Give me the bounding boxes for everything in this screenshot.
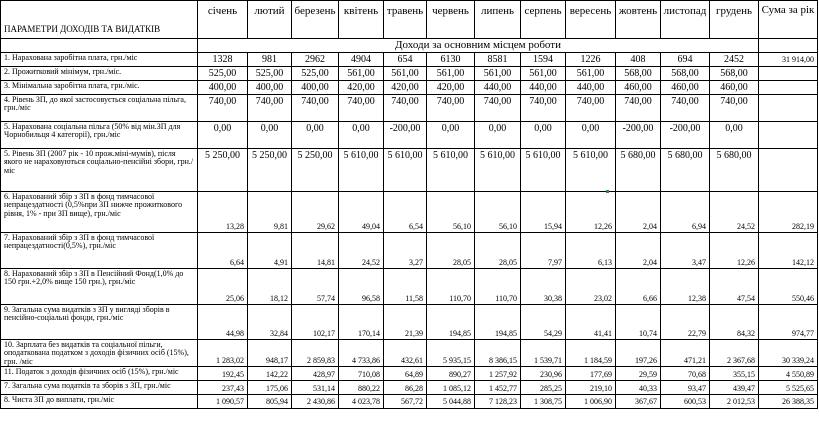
table-row — [1, 233, 818, 269]
value-cell[interactable]: 2 012,53 — [710, 395, 759, 408]
value-cell[interactable]: 5 680,00 — [616, 149, 661, 192]
table-row — [1, 53, 818, 67]
value-cell[interactable]: 28,05 — [475, 233, 521, 269]
month-header-cell[interactable]: жовтень — [616, 1, 661, 39]
value-cell[interactable]: 32,84 — [248, 305, 292, 340]
row-label-cell[interactable]: 6. Нарахований збір з ЗП в фонд тимчасової непрацездатності (0,5%при ЗП нижче прожиткового рівня, 1% - при ЗП вище), грн./міс — [1, 192, 198, 233]
value-cell[interactable]: 561,00 — [521, 67, 566, 81]
value-cell[interactable]: 740,00 — [292, 95, 339, 122]
value-cell[interactable]: 0,00 — [248, 122, 292, 149]
month-header-cell[interactable]: січень — [198, 1, 248, 39]
value-cell[interactable]: 5 610,00 — [566, 149, 616, 192]
value-cell[interactable]: 0,00 — [475, 122, 521, 149]
row-sum-cell[interactable]: 142,12 — [759, 233, 818, 269]
value-cell[interactable]: 525,00 — [198, 67, 248, 81]
row-sum-cell[interactable]: 31 914,00 — [759, 53, 818, 67]
value-cell[interactable]: 400,00 — [248, 81, 292, 95]
value-cell[interactable]: 194,85 — [475, 305, 521, 340]
value-cell[interactable]: 428,97 — [292, 367, 339, 381]
table-row — [1, 149, 818, 192]
value-cell[interactable]: 981 — [248, 53, 292, 67]
value-cell[interactable]: 460,00 — [661, 81, 710, 95]
month-header-cell[interactable]: вересень — [566, 1, 616, 39]
value-cell[interactable]: 0,00 — [427, 122, 475, 149]
value-cell[interactable]: 2962 — [292, 53, 339, 67]
month-header-cell[interactable]: квітень — [339, 1, 384, 39]
value-cell[interactable]: 400,00 — [292, 81, 339, 95]
row-sum-cell[interactable] — [759, 81, 818, 95]
value-cell[interactable]: 24,52 — [339, 233, 384, 269]
value-cell[interactable]: 86,28 — [384, 381, 427, 395]
value-cell[interactable]: 740,00 — [475, 95, 521, 122]
value-cell[interactable]: 18,12 — [248, 269, 292, 305]
month-header-cell[interactable]: червень — [427, 1, 475, 39]
value-cell[interactable]: 432,61 — [384, 340, 427, 367]
row-label-cell[interactable]: 8. Нарахований збір з ЗП в Пенсійний Фонд(1,0% до 150 грн.+2,0% вище 150 грн.), грн./міс — [1, 269, 198, 305]
section-row — [1, 39, 818, 53]
value-cell[interactable]: 420,00 — [384, 81, 427, 95]
table-row — [1, 95, 818, 122]
value-cell[interactable]: 6,64 — [198, 233, 248, 269]
value-cell[interactable]: 1 452,77 — [475, 381, 521, 395]
value-cell[interactable]: 4904 — [339, 53, 384, 67]
value-cell[interactable]: 285,25 — [521, 381, 566, 395]
row-label-cell[interactable]: 5. Рівень ЗП (2007 рік - 10 прож.міні-мумів), після якого не нараховуються соціально-пенсійні збори, грн./міс — [1, 149, 198, 192]
value-cell[interactable]: 8 386,15 — [475, 340, 521, 367]
value-cell[interactable]: 5 935,15 — [427, 340, 475, 367]
value-cell[interactable]: 5 250,00 — [292, 149, 339, 192]
section-blank-cell[interactable] — [1, 39, 198, 53]
value-cell[interactable]: 230,96 — [521, 367, 566, 381]
value-cell[interactable]: 4 023,78 — [339, 395, 384, 408]
value-cell[interactable]: 0,00 — [292, 122, 339, 149]
row-label-cell[interactable]: 7. Нарахований збір з ЗП в фонд тимчасової непрацездатності(0,5%), грн./міс — [1, 233, 198, 269]
sum-header-cell[interactable]: Сума за рік — [759, 1, 818, 39]
row-sum-cell[interactable] — [759, 67, 818, 81]
value-cell[interactable]: 5 250,00 — [248, 149, 292, 192]
value-cell[interactable]: 41,41 — [566, 305, 616, 340]
value-cell[interactable]: 525,00 — [248, 67, 292, 81]
value-cell[interactable]: 194,85 — [427, 305, 475, 340]
value-cell[interactable]: 44,98 — [198, 305, 248, 340]
value-cell[interactable]: -200,00 — [661, 122, 710, 149]
value-cell[interactable]: 3,27 — [384, 233, 427, 269]
row-sum-cell[interactable]: 282,19 — [759, 192, 818, 233]
value-cell[interactable]: 0,00 — [339, 122, 384, 149]
row-sum-cell[interactable]: 26 388,35 — [759, 395, 818, 408]
row-label-cell[interactable]: 5. Нарахована соціальна пільга (50% від мін.ЗП для Чорнобильця 4 категорії), грн./міс — [1, 122, 198, 149]
value-cell[interactable]: 1 539,71 — [521, 340, 566, 367]
value-cell[interactable]: 531,14 — [292, 381, 339, 395]
value-cell[interactable]: 0,00 — [521, 122, 566, 149]
value-cell[interactable]: 5 044,88 — [427, 395, 475, 408]
month-header-cell[interactable]: серпень — [521, 1, 566, 39]
value-cell[interactable]: 567,72 — [384, 395, 427, 408]
value-cell[interactable]: 6,13 — [566, 233, 616, 269]
value-cell[interactable]: 23,02 — [566, 269, 616, 305]
value-cell[interactable]: 40,33 — [616, 381, 661, 395]
month-header-cell[interactable]: травень — [384, 1, 427, 39]
value-cell[interactable]: 177,69 — [566, 367, 616, 381]
header-label-cell[interactable]: ПАРАМЕТРИ ДОХОДІВ ТА ВИДАТКІВ — [1, 1, 198, 39]
value-cell[interactable]: 175,06 — [248, 381, 292, 395]
row-label-cell[interactable]: 10. Зарплата без видатків та соціальної пільги, оподаткована податком з доходів фізичних осіб (15%), грн. /міс — [1, 340, 198, 367]
value-cell[interactable]: 219,10 — [566, 381, 616, 395]
row-sum-cell[interactable] — [759, 122, 818, 149]
value-cell[interactable]: 56,10 — [427, 192, 475, 233]
value-cell[interactable]: 420,00 — [427, 81, 475, 95]
value-cell[interactable]: 5 610,00 — [339, 149, 384, 192]
section-title-cell[interactable]: Доходи за основним місцем роботи — [198, 39, 759, 53]
value-cell[interactable]: 694 — [661, 53, 710, 67]
section-sum-blank-cell[interactable] — [759, 39, 818, 53]
value-cell[interactable]: 110,70 — [427, 269, 475, 305]
row-sum-cell[interactable]: 30 339,24 — [759, 340, 818, 367]
value-cell[interactable]: 2,04 — [616, 233, 661, 269]
value-cell[interactable]: 30,38 — [521, 269, 566, 305]
row-label-cell[interactable]: 1. Нарахована заробітна плата, грн./міс — [1, 53, 198, 67]
value-cell[interactable]: 0,00 — [198, 122, 248, 149]
row-label-cell[interactable]: 7. Загальна сума податків та зборів з ЗП, грн./міс — [1, 381, 198, 395]
value-cell[interactable]: 2452 — [710, 53, 759, 67]
value-cell[interactable]: 1594 — [521, 53, 566, 67]
value-cell[interactable]: 22,79 — [661, 305, 710, 340]
value-cell[interactable]: 740,00 — [339, 95, 384, 122]
row-sum-cell[interactable]: 5 525,65 — [759, 381, 818, 395]
value-cell[interactable]: 568,00 — [661, 67, 710, 81]
value-cell[interactable]: 740,00 — [566, 95, 616, 122]
value-cell[interactable]: 1 308,75 — [521, 395, 566, 408]
table-row — [1, 305, 818, 340]
value-cell[interactable]: 654 — [384, 53, 427, 67]
value-cell[interactable]: 6,54 — [384, 192, 427, 233]
value-cell[interactable]: 439,47 — [710, 381, 759, 395]
value-cell[interactable]: 1226 — [566, 53, 616, 67]
value-cell[interactable]: 1 090,57 — [198, 395, 248, 408]
value-cell[interactable]: 5 680,00 — [710, 149, 759, 192]
header-row — [1, 1, 818, 39]
value-cell[interactable]: 2 859,83 — [292, 340, 339, 367]
value-cell[interactable]: 84,32 — [710, 305, 759, 340]
value-cell[interactable]: 49,04 — [339, 192, 384, 233]
value-cell[interactable]: 805,94 — [248, 395, 292, 408]
value-cell[interactable]: 740,00 — [248, 95, 292, 122]
value-cell[interactable]: 1 184,59 — [566, 340, 616, 367]
row-label-cell[interactable]: 9. Загальна сума видатків з ЗП у вигляді зборів в пенсійно-соціальні фонди, грн./міс — [1, 305, 198, 340]
row-sum-cell[interactable]: 974,77 — [759, 305, 818, 340]
month-header-cell[interactable]: березень — [292, 1, 339, 39]
value-cell[interactable]: 5 250,00 — [198, 149, 248, 192]
value-cell[interactable]: 525,00 — [292, 67, 339, 81]
row-label-cell[interactable]: 8. Чиста ЗП до виплати, грн./міс — [1, 395, 198, 408]
table-row — [1, 122, 818, 149]
value-cell[interactable]: 440,00 — [566, 81, 616, 95]
table-row — [1, 192, 818, 233]
value-cell[interactable]: 600,53 — [661, 395, 710, 408]
row-label-cell[interactable]: 11. Податок з доходів фізичних осіб (15%), грн./міс — [1, 367, 198, 381]
month-header-cell[interactable]: липень — [475, 1, 521, 39]
value-cell[interactable]: 5 610,00 — [475, 149, 521, 192]
value-cell[interactable]: 93,47 — [661, 381, 710, 395]
value-cell[interactable]: 12,26 — [710, 233, 759, 269]
table-row — [1, 381, 818, 395]
value-cell[interactable]: 64,89 — [384, 367, 427, 381]
row-label-cell[interactable]: 3. Мінімальна заробітна плата, грн./міс. — [1, 81, 198, 95]
value-cell[interactable]: 12,38 — [661, 269, 710, 305]
value-cell[interactable]: 7,97 — [521, 233, 566, 269]
month-header-cell[interactable]: листопад — [661, 1, 710, 39]
value-cell[interactable]: 2 367,68 — [710, 340, 759, 367]
value-cell[interactable]: 25,06 — [198, 269, 248, 305]
value-cell[interactable]: 1 283,02 — [198, 340, 248, 367]
value-cell[interactable]: 11,58 — [384, 269, 427, 305]
value-cell[interactable]: 57,74 — [292, 269, 339, 305]
value-cell[interactable]: 561,00 — [566, 67, 616, 81]
value-cell[interactable]: 740,00 — [616, 95, 661, 122]
value-cell[interactable]: 460,00 — [616, 81, 661, 95]
value-cell[interactable]: 110,70 — [475, 269, 521, 305]
value-cell[interactable]: 440,00 — [475, 81, 521, 95]
table-row — [1, 269, 818, 305]
row-label-cell[interactable]: 2. Прожитковий мінімум, грн./міс. — [1, 67, 198, 81]
month-header-cell[interactable]: лютий — [248, 1, 292, 39]
value-cell[interactable]: 740,00 — [427, 95, 475, 122]
value-cell[interactable]: 28,05 — [427, 233, 475, 269]
value-cell[interactable]: 2 430,86 — [292, 395, 339, 408]
value-cell[interactable]: 6,66 — [616, 269, 661, 305]
value-cell[interactable]: 561,00 — [427, 67, 475, 81]
value-cell[interactable]: 7 128,23 — [475, 395, 521, 408]
value-cell[interactable]: 237,43 — [198, 381, 248, 395]
value-cell[interactable]: 6,94 — [661, 192, 710, 233]
value-cell[interactable]: 102,17 — [292, 305, 339, 340]
value-cell[interactable]: 56,10 — [475, 192, 521, 233]
row-sum-cell[interactable]: 4 550,89 — [759, 367, 818, 381]
table-row — [1, 81, 818, 95]
value-cell[interactable]: 740,00 — [661, 95, 710, 122]
value-cell[interactable]: 47,54 — [710, 269, 759, 305]
value-cell[interactable]: 471,21 — [661, 340, 710, 367]
value-cell[interactable]: 15,94 — [521, 192, 566, 233]
value-cell[interactable]: 568,00 — [710, 67, 759, 81]
table-row — [1, 67, 818, 81]
value-cell[interactable]: 96,58 — [339, 269, 384, 305]
row-label-cell[interactable]: 4. Рівень ЗП, до якої застосовується соціальна пільга, грн./міс — [1, 95, 198, 122]
value-cell[interactable]: 740,00 — [198, 95, 248, 122]
value-cell[interactable]: 561,00 — [384, 67, 427, 81]
value-cell[interactable]: 740,00 — [521, 95, 566, 122]
row-sum-cell[interactable] — [759, 95, 818, 122]
value-cell[interactable]: 948,17 — [248, 340, 292, 367]
table-row — [1, 367, 818, 381]
table-row — [1, 340, 818, 367]
value-cell[interactable]: 740,00 — [384, 95, 427, 122]
value-cell[interactable]: 5 610,00 — [521, 149, 566, 192]
value-cell[interactable]: -200,00 — [616, 122, 661, 149]
value-cell[interactable]: 10,74 — [616, 305, 661, 340]
value-cell[interactable]: 1 085,12 — [427, 381, 475, 395]
value-cell[interactable]: 1 257,92 — [475, 367, 521, 381]
row-sum-cell[interactable]: 550,46 — [759, 269, 818, 305]
value-cell[interactable]: 561,00 — [339, 67, 384, 81]
value-cell[interactable]: 5 680,00 — [661, 149, 710, 192]
value-cell[interactable]: 70,68 — [661, 367, 710, 381]
value-cell[interactable]: 5 610,00 — [384, 149, 427, 192]
value-cell[interactable]: 24,52 — [710, 192, 759, 233]
value-cell[interactable]: 8581 — [475, 53, 521, 67]
value-cell[interactable]: 5 610,00 — [427, 149, 475, 192]
value-cell[interactable]: 1 006,90 — [566, 395, 616, 408]
value-cell[interactable]: 568,00 — [616, 67, 661, 81]
value-cell[interactable]: 367,67 — [616, 395, 661, 408]
value-cell[interactable]: 9,81 — [248, 192, 292, 233]
value-cell[interactable]: 4 733,86 — [339, 340, 384, 367]
month-header-cell[interactable]: грудень — [710, 1, 759, 39]
value-cell[interactable]: 740,00 — [710, 95, 759, 122]
value-cell[interactable]: 197,26 — [616, 340, 661, 367]
value-cell[interactable]: 2,04 — [616, 192, 661, 233]
value-cell[interactable]: 54,29 — [521, 305, 566, 340]
value-cell[interactable]: 3,47 — [661, 233, 710, 269]
row-sum-cell[interactable] — [759, 149, 818, 192]
value-cell[interactable]: 170,14 — [339, 305, 384, 340]
value-cell[interactable]: 440,00 — [521, 81, 566, 95]
value-cell[interactable]: 1328 — [198, 53, 248, 67]
value-cell[interactable]: 0,00 — [566, 122, 616, 149]
value-cell[interactable]: 13,28 — [198, 192, 248, 233]
value-cell[interactable]: -200,00 — [384, 122, 427, 149]
value-cell[interactable]: 29,59 — [616, 367, 661, 381]
value-cell[interactable]: 880,22 — [339, 381, 384, 395]
value-cell[interactable]: 400,00 — [198, 81, 248, 95]
value-cell[interactable]: 192,45 — [198, 367, 248, 381]
value-cell[interactable]: 142,22 — [248, 367, 292, 381]
value-cell[interactable]: 408 — [616, 53, 661, 67]
value-cell[interactable]: 460,00 — [710, 81, 759, 95]
value-cell[interactable]: 12,26 — [566, 192, 616, 233]
value-cell[interactable]: 14,81 — [292, 233, 339, 269]
value-cell[interactable]: 420,00 — [339, 81, 384, 95]
value-cell[interactable]: 561,00 — [475, 67, 521, 81]
table-row — [1, 395, 818, 408]
value-cell[interactable]: 710,08 — [339, 367, 384, 381]
value-cell[interactable]: 21,39 — [384, 305, 427, 340]
value-cell[interactable]: 355,15 — [710, 367, 759, 381]
value-cell[interactable]: 0,00 — [710, 122, 759, 149]
value-cell[interactable]: 29,62 — [292, 192, 339, 233]
value-cell[interactable]: 890,27 — [427, 367, 475, 381]
value-cell[interactable]: 4,91 — [248, 233, 292, 269]
value-cell[interactable]: 6130 — [427, 53, 475, 67]
cell-comment-marker — [606, 190, 609, 193]
